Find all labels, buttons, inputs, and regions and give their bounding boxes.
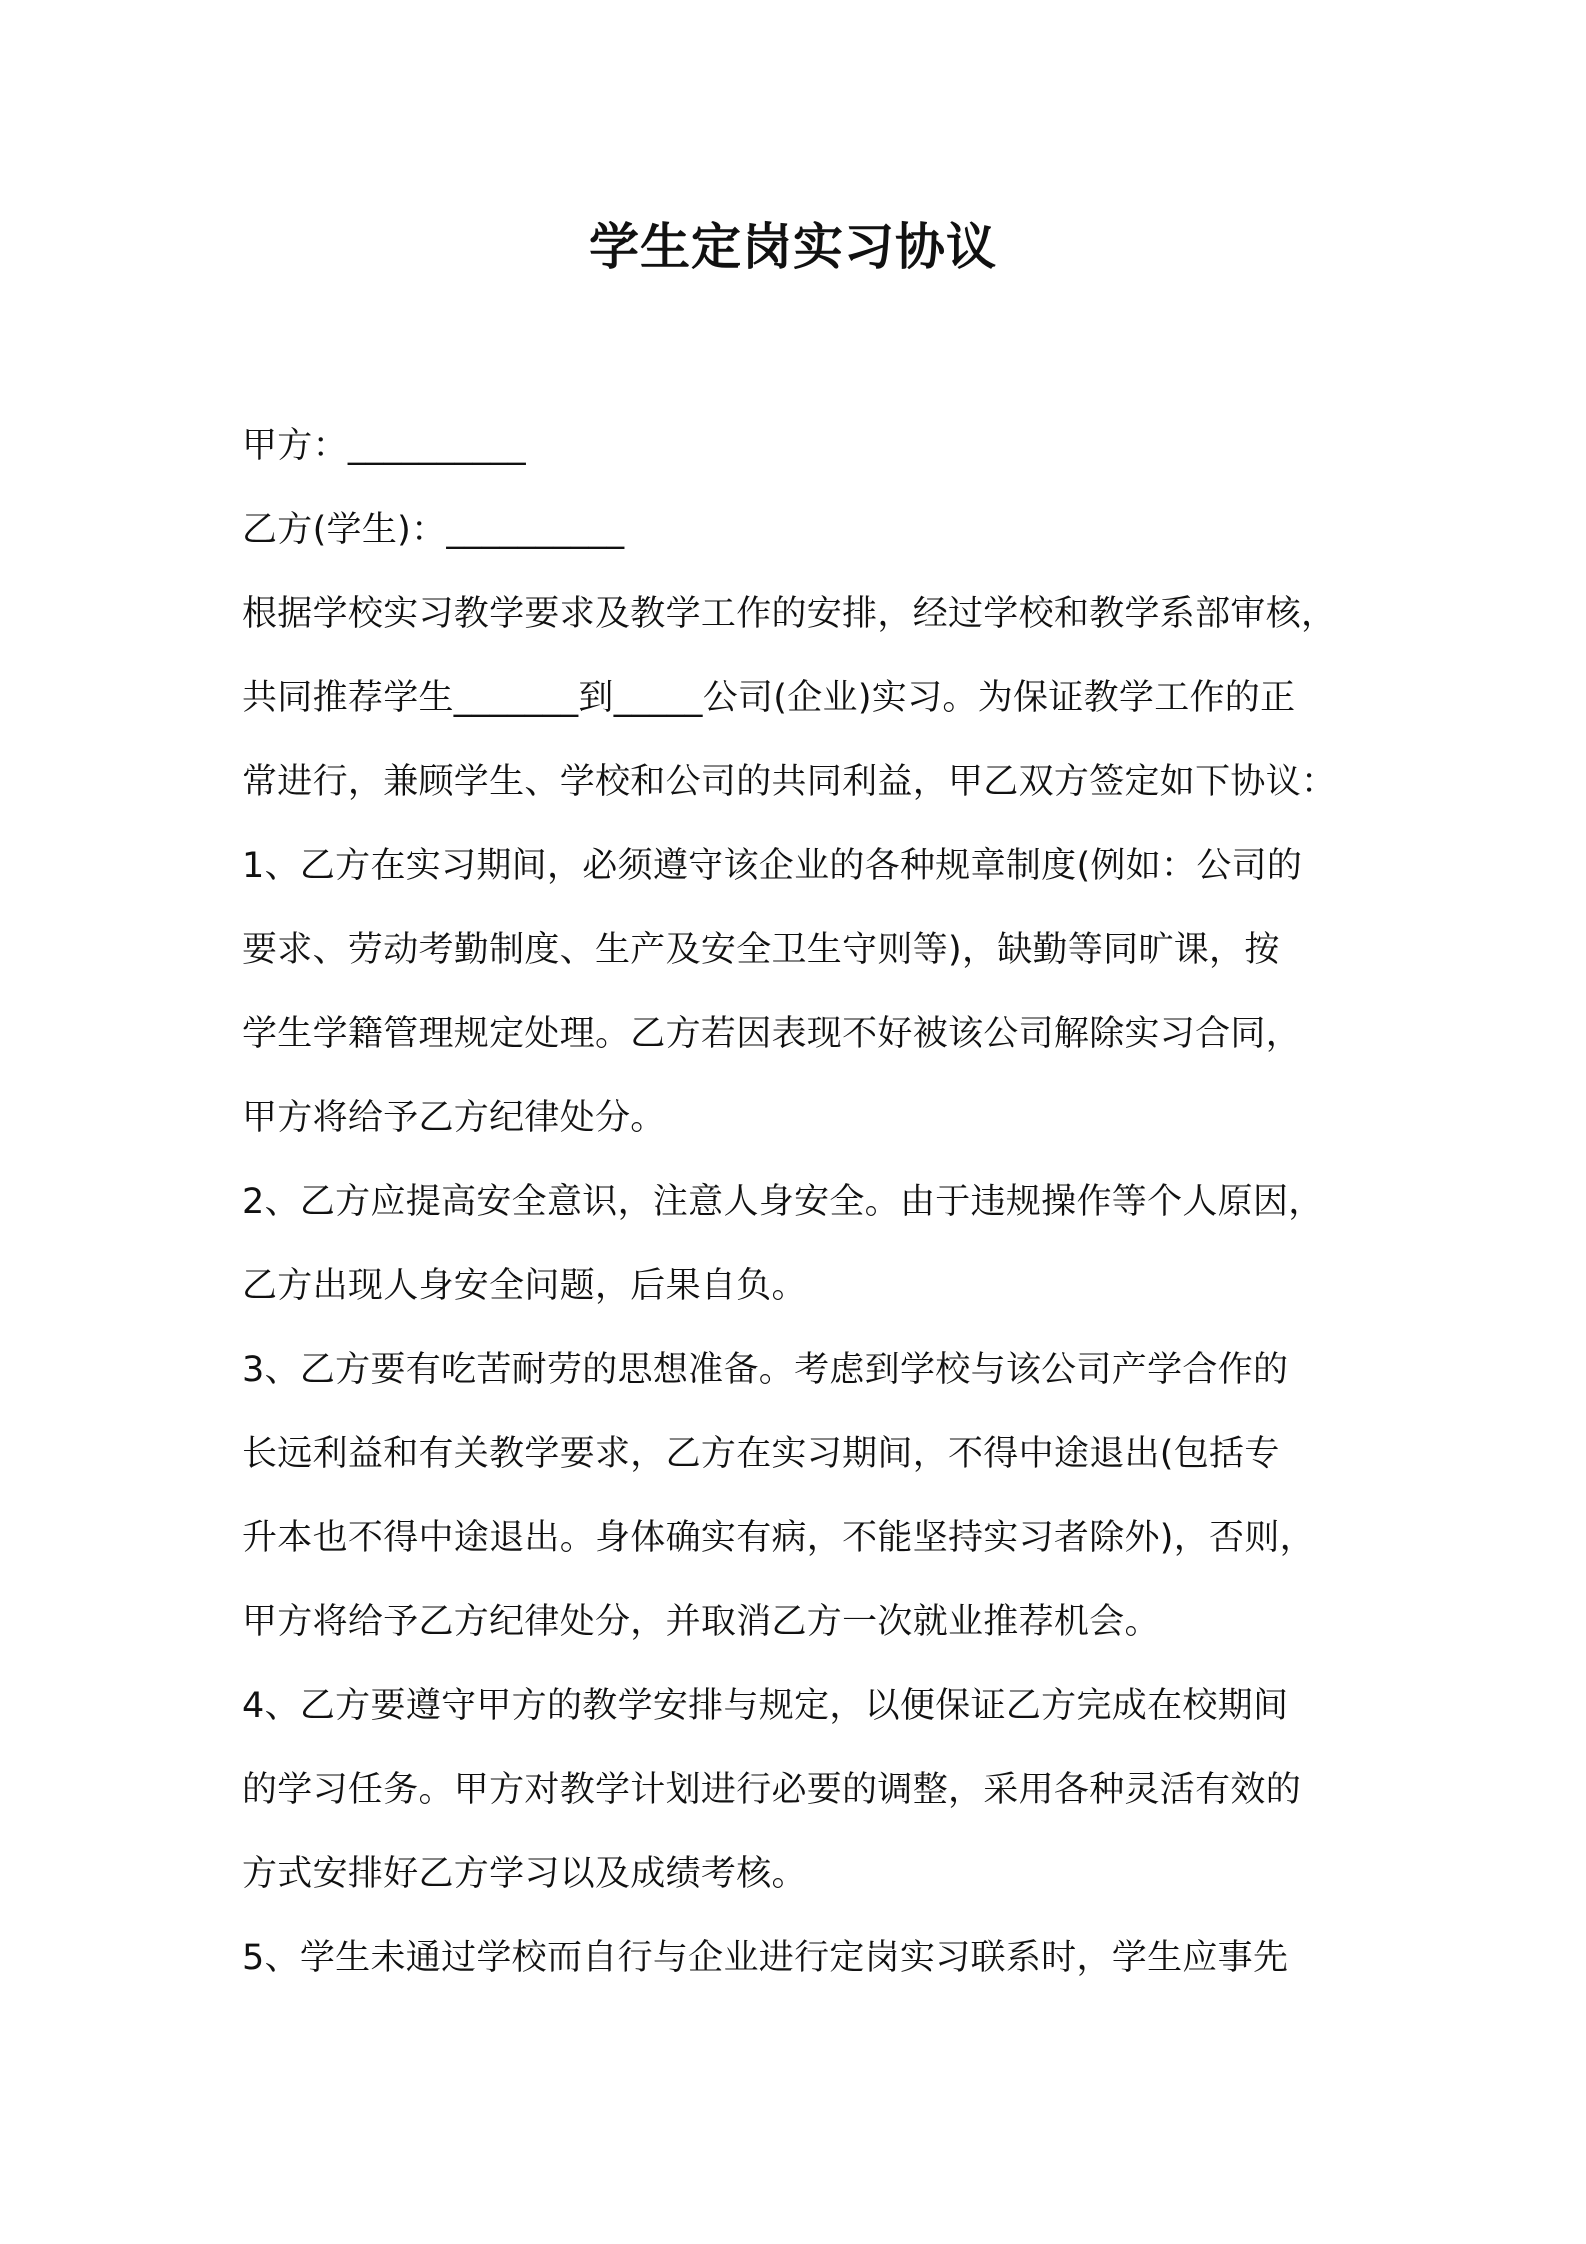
clause-3-line: 长远利益和有关教学要求，乙方在实习期间，不得中途退出(包括专	[242, 1434, 1280, 1474]
clause-4-line: 的学习任务。甲方对教学计划进行必要的调整，采用各种灵活有效的	[242, 1770, 1302, 1810]
clause-1-line: 要求、劳动考勤制度、生产及安全卫生守则等)，缺勤等同旷课，按	[242, 930, 1280, 970]
clause-1-line: 甲方将给予乙方纪律处分。	[242, 1098, 666, 1138]
party-b-line: 乙方(学生)：__________	[242, 510, 625, 550]
clause-1-line: 学生学籍管理规定处理。乙方若因表现不好被该公司解除实习合同，	[242, 1014, 1302, 1054]
body-line: 根据学校实习教学要求及教学工作的安排，经过学校和教学系部审核，	[242, 594, 1337, 634]
body-line: 共同推荐学生_______到_____公司(企业)实习。为保证教学工作的正	[242, 678, 1296, 718]
clause-2-line: 2、乙方应提高安全意识，注意人身安全。由于违规操作等个人原因，	[242, 1182, 1324, 1222]
clause-5-line: 5、学生未通过学校而自行与企业进行定岗实习联系时，学生应事先	[242, 1938, 1289, 1978]
clause-3-line: 3、乙方要有吃苦耐劳的思想准备。考虑到学校与该公司产学合作的	[242, 1350, 1289, 1390]
body-line: 常进行，兼顾学生、学校和公司的共同利益，甲乙双方签定如下协议：	[242, 762, 1337, 802]
document-body	[242, 404, 1362, 2000]
clause-3-line: 甲方将给予乙方纪律处分，并取消乙方一次就业推荐机会。	[242, 1602, 1160, 1642]
clause-2-line: 乙方出现人身安全问题，后果自负。	[242, 1266, 807, 1306]
clause-1-line: 1、乙方在实习期间，必须遵守该企业的各种规章制度(例如：公司的	[242, 846, 1303, 886]
clause-4-line: 方式安排好乙方学习以及成绩考核。	[242, 1854, 807, 1894]
document-title: 学生定岗实习协议	[589, 218, 997, 276]
clause-4-line: 4、乙方要遵守甲方的教学安排与规定，以便保证乙方完成在校期间	[242, 1686, 1289, 1726]
party-a-line: 甲方：__________	[242, 426, 526, 466]
clause-3-line: 升本也不得中途退出。身体确实有病，不能坚持实习者除外)，否则，	[242, 1518, 1315, 1558]
